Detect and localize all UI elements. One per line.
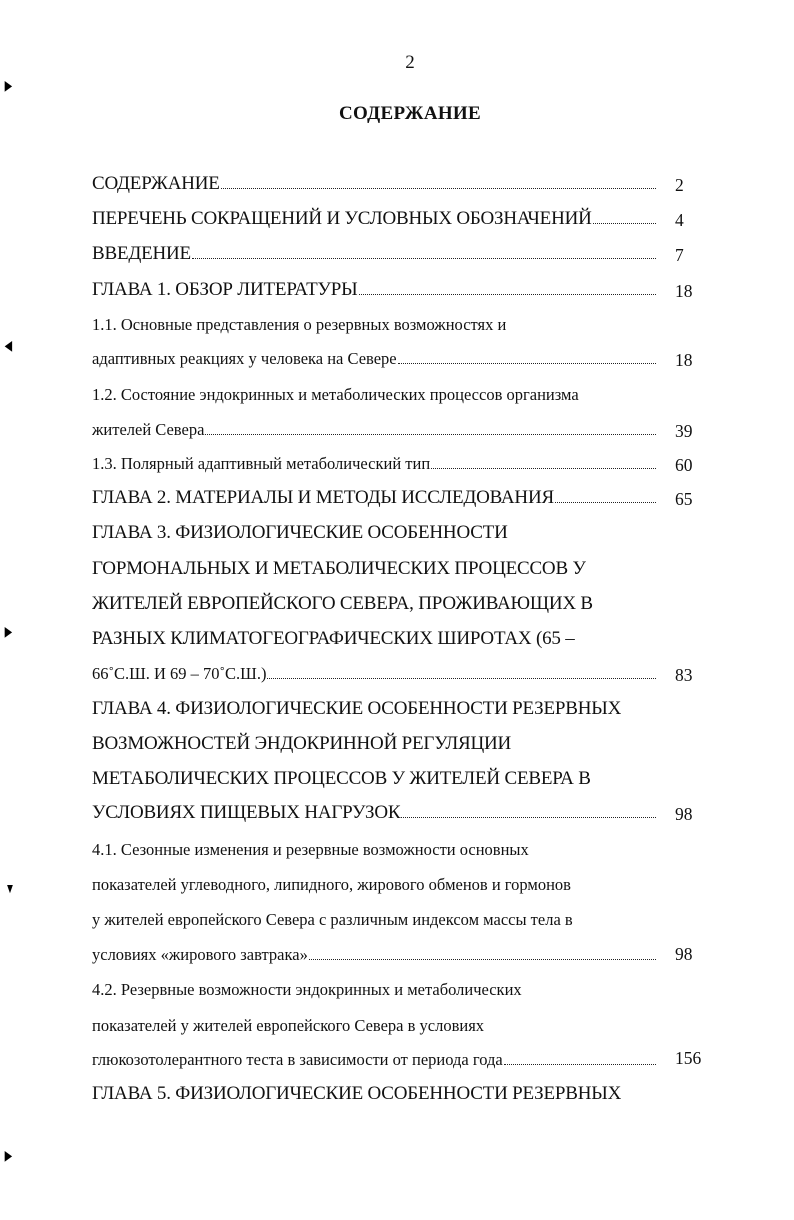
toc-entry[interactable] — [92, 243, 660, 265]
toc-page-number: 2 — [675, 175, 684, 195]
toc-entry[interactable] — [92, 349, 660, 369]
toc-entry-title: ГЛАВА 2. МАТЕРИАЛЫ И МЕТОДЫ ИССЛЕДОВАНИЯ — [92, 487, 554, 508]
leader-dots — [504, 1064, 656, 1065]
toc-entry[interactable] — [92, 802, 660, 824]
toc-entry-line[interactable]: ГОРМОНАЛЬНЫХ И МЕТАБОЛИЧЕСКИХ ПРОЦЕССОВ У — [92, 558, 586, 579]
scan-mark: ▼ — [5, 882, 15, 897]
leader-dots — [359, 294, 657, 295]
toc-entry-line[interactable]: РАЗНЫХ КЛИМАТОГЕОГРАФИЧЕСКИХ ШИРОТАХ (65 – — [92, 628, 575, 649]
toc-entry-line[interactable]: показателей углеводного, липидного, жирового обменов и гормонов — [92, 875, 571, 894]
toc-entry-line[interactable]: ГЛАВА 3. ФИЗИОЛОГИЧЕСКИЕ ОСОБЕННОСТИ — [92, 522, 508, 543]
toc-entry-title: условиях «жирового завтрака» — [92, 945, 308, 964]
leader-dots — [593, 223, 656, 224]
toc-entry-title: 1.3. Полярный адаптивный метаболический тип — [92, 454, 431, 473]
leader-dots — [205, 434, 656, 435]
toc-entry-line[interactable]: 1.1. Основные представления о резервных возможностях и — [92, 315, 507, 334]
leader-dots — [431, 468, 656, 469]
toc-entry-title: ГЛАВА 1. ОБЗОР ЛИТЕРАТУРЫ — [92, 279, 358, 300]
toc-page-number: 39 — [675, 421, 693, 441]
leader-dots — [192, 258, 656, 259]
toc-entry-line[interactable]: 1.2. Состояние эндокринных и метаболических процессов организма — [92, 385, 579, 404]
toc-page-number: 7 — [675, 245, 684, 265]
toc-entry-title: глюкозотолерантного теста в зависимости от периода года — [92, 1050, 503, 1069]
leader-dots — [398, 363, 656, 364]
toc-entry-line[interactable]: ВОЗМОЖНОСТЕЙ ЭНДОКРИННОЙ РЕГУЛЯЦИИ — [92, 733, 512, 754]
toc-entry-title: жителей Севера — [92, 420, 205, 439]
toc-entry[interactable] — [92, 279, 660, 301]
toc-entry-title: ПЕРЕЧЕНЬ СОКРАЩЕНИЙ И УСЛОВНЫХ ОБОЗНАЧЕНИЙ — [92, 208, 592, 229]
toc-entry[interactable] — [92, 1050, 660, 1070]
toc-page-number: 60 — [675, 455, 693, 475]
page-title: СОДЕРЖАНИЕ — [339, 103, 481, 124]
scan-mark: ▶ — [4, 79, 13, 94]
toc-page-number: 83 — [675, 665, 693, 685]
toc-entry[interactable] — [92, 208, 660, 230]
toc-page-number: 18 — [675, 350, 693, 370]
toc-page-number: 65 — [675, 489, 693, 509]
leader-dots — [309, 959, 656, 960]
toc-page-number: 156 — [675, 1048, 702, 1068]
toc-entry-line[interactable]: у жителей европейского Севера с различным индексом массы тела в — [92, 910, 573, 929]
toc-entry-title: ВВЕДЕНИЕ — [92, 243, 191, 264]
toc-entry-title: УСЛОВИЯХ ПИЩЕВЫХ НАГРУЗОК — [92, 802, 401, 823]
toc-page-number: 98 — [675, 804, 693, 824]
toc-page-number: 98 — [675, 944, 693, 964]
toc-entry[interactable] — [92, 664, 660, 684]
toc-entry[interactable] — [92, 420, 660, 440]
toc-entry[interactable] — [92, 487, 660, 509]
scan-mark: ◀ — [4, 339, 13, 354]
toc-page-number: 4 — [675, 210, 684, 230]
toc-entry-line[interactable]: ЖИТЕЛЕЙ ЕВРОПЕЙСКОГО СЕВЕРА, ПРОЖИВАЮЩИХ В — [92, 593, 593, 614]
toc-entry-title: 66˚С.Ш. И 69 – 70˚С.Ш.) — [92, 664, 267, 683]
leader-dots — [221, 188, 656, 189]
leader-dots — [401, 817, 656, 818]
toc-entry-title: СОДЕРЖАНИЕ — [92, 173, 220, 194]
leader-dots — [555, 502, 656, 503]
page-number: 2 — [405, 52, 415, 73]
toc-entry-line[interactable]: ГЛАВА 4. ФИЗИОЛОГИЧЕСКИЕ ОСОБЕННОСТИ РЕЗЕРВНЫХ — [92, 698, 622, 719]
scan-mark: ▶ — [4, 1149, 13, 1164]
toc-page-number: 18 — [675, 281, 693, 301]
toc-entry[interactable] — [92, 945, 660, 965]
toc-entry-title: адаптивных реакциях у человека на Севере — [92, 349, 397, 368]
toc-entry-line[interactable]: 4.1. Сезонные изменения и резервные возможности основных — [92, 840, 529, 859]
leader-dots — [267, 678, 656, 679]
toc-entry-line[interactable]: ГЛАВА 5. ФИЗИОЛОГИЧЕСКИЕ ОСОБЕННОСТИ РЕЗЕРВНЫХ — [92, 1083, 622, 1104]
scan-mark: ▶ — [4, 625, 13, 640]
toc-entry-line[interactable]: 4.2. Резервные возможности эндокринных и метаболических — [92, 980, 522, 999]
toc-entry-line[interactable]: показателей у жителей европейского Севера в условиях — [92, 1016, 485, 1035]
toc-entry[interactable] — [92, 173, 660, 195]
toc-entry[interactable] — [92, 454, 660, 474]
toc-entry-line[interactable]: МЕТАБОЛИЧЕСКИХ ПРОЦЕССОВ У ЖИТЕЛЕЙ СЕВЕРА В — [92, 768, 591, 789]
